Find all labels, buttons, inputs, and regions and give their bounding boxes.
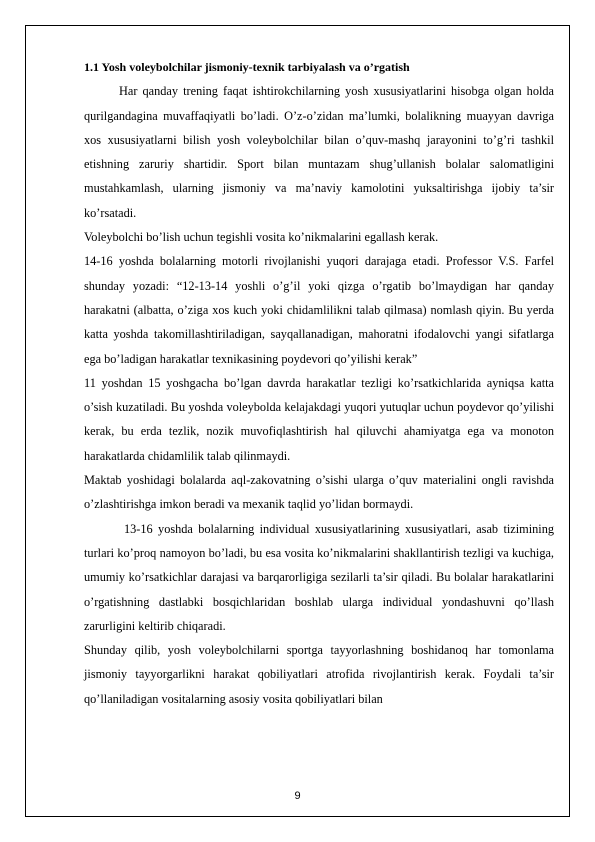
document-body xyxy=(84,55,554,711)
paragraph-2: Voleybolchi bo’lish uchun tegishli vosita ko’nikmalarini egallash kerak. xyxy=(84,230,439,245)
paragraph-3: 14-16 yoshda bolalarning motorli rivojlanishi yuqori darajaga etadi. Professor V.S. Farfel shunday yozadi: “12-13-14 yoshli o’g’il yoki qizga o’rgatib bo’lmaydigan har qanday harakatni (albatta, o’ziga xos kuch yoki chidamlilikni talab qilmasa) nomlash qiyin. Bu yerda katta yoshda takomillashtiriladigan, sayqallanadigan, mahoratni ifodalovchi yangi sifatlarga ega bo’ladigan harakatlar texnikasining poydevori qo’yilishi kerak” xyxy=(84,254,554,366)
paragraph-1: Har qanday trening faqat ishtirokchilarning yosh xususiyatlarini hisobga olgan holda qurilgandagina muvaffaqiyatli bo’ladi. O’z-o’zidan ma’lumki, bolalikning muayyan davriga xos xususiyatlarni bilish yosh voleybolchilar bilan o’quv-mashq jarayonini to’g’ri tashkil etishning zaruriy shartidir. Sport bilan muntazam shug’ullanish bolalar salomatligini mustahkamlash, ularning jismoniy va ma’naviy kamolotini yuksaltirishga ijobiy ta’sir ko’rsatadi. xyxy=(84,84,554,220)
paragraph-6: 13-16 yoshda bolalarning individual xususiyatlarining xususiyatlari, asab tizimining turlari ko’proq namoyon bo’ladi, bu esa vosita ko’nikmalarini shakllantirish tezligi va kuchiga, umumiy ko’rsatkichlar darajasi va barqarorligiga sezilarli ta’sir qiladi. Bu bolalar harakatlarini o’rgatishning dastlabki bosqichlaridan boshlab ularga individual yondashuvni qo’llash zarurligini keltirib chiqaradi. xyxy=(84,521,554,633)
paragraph-7: Shunday qilib, yosh voleybolchilarni sportga tayyorlashning boshidanoq har tomonlama jismoniy tayyorgarlikni harakat qobiliyatlari atrofida rivojlantirish kerak. Foydali ta’sir qo’llaniladigan vositalarning asosiy vosita qobiliyatlari bilan xyxy=(84,643,554,706)
section-heading: 1.1 Yosh voleybolchilar jismoniy-texnik tarbiyalash va o’rgatish xyxy=(84,60,410,74)
paragraph-4: 11 yoshdan 15 yoshgacha bo’lgan davrda harakatlar tezligi ko’rsatkichlarida ayniqsa katta o’sish kuzatiladi. Bu yoshda voleybolda kelajakdagi yuqori yutuqlar uchun poydevor qo’yilishi kerak, bu erda tezlik, nozik muvofiqlashtirish hal qiluvchi ahamiyatga ega va monoton harakatlarda chidamlilik talab qilinmaydi. xyxy=(84,375,554,463)
paragraph-5: Maktab yoshidagi bolalarda aql-zakovatning o’sishi ularga o’quv materialini ongli ravishda o’zlashtirishga imkon beradi va mexanik taqlid yo’lidan bormaydi. xyxy=(84,473,554,512)
page-number: 9 xyxy=(294,790,301,802)
